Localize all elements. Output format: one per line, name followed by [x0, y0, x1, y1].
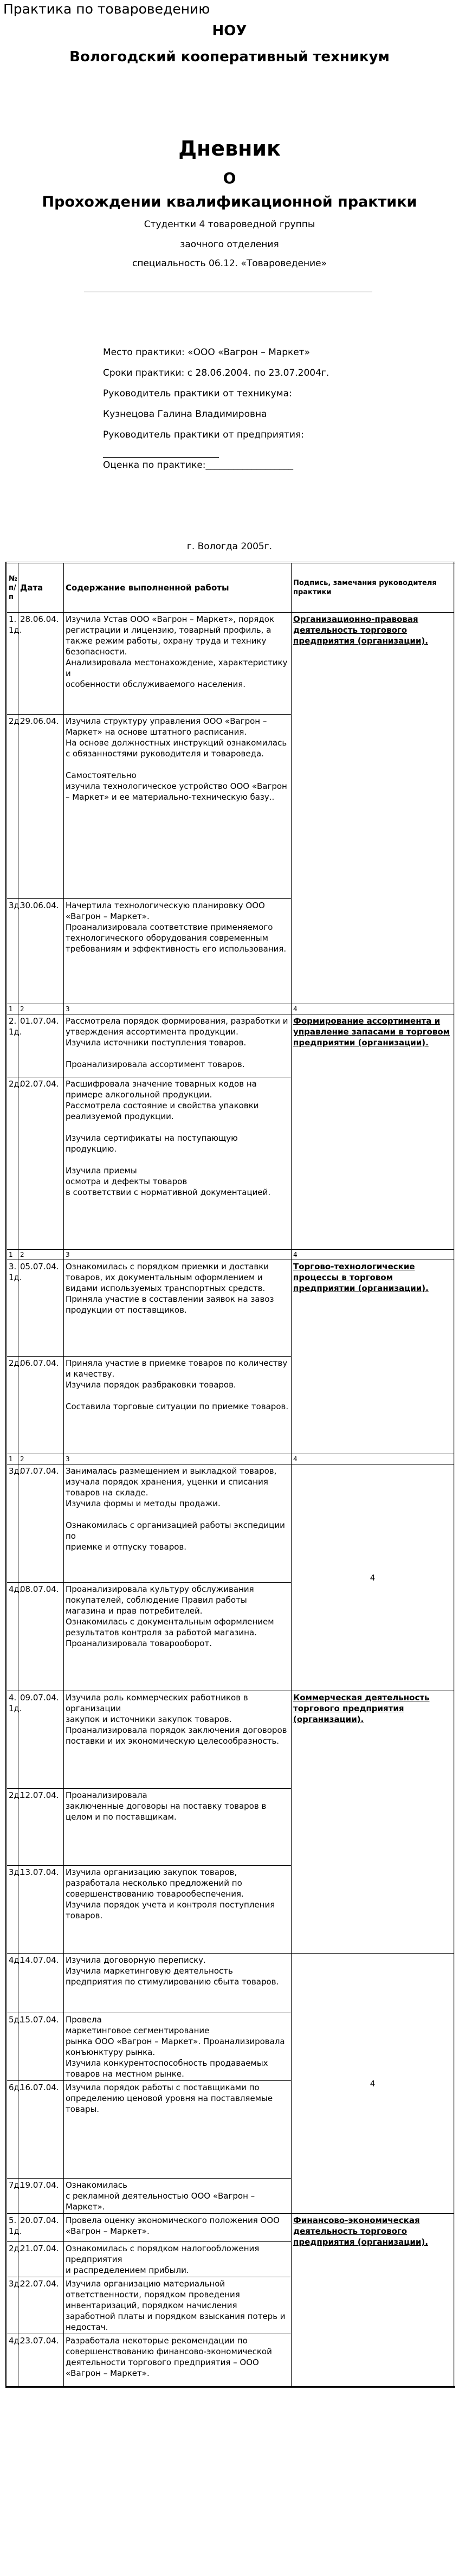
- row-date: 19.07.04.: [18, 2179, 64, 2214]
- diary-table-body: [7, 613, 455, 2387]
- row-work: Проанализировала культуру обслуживания покупателей, соблюдение Правил работы магазина и прав потребителей. Ознакомилась с документальным оформлением результатов контроля за работой магазина. Проанализировала товарооборот.: [64, 1583, 292, 1691]
- row-number: 5. 1д.: [7, 2214, 18, 2242]
- document-title: Практика по товароведению: [3, 1, 210, 17]
- row-number: 2д.: [7, 1789, 18, 1866]
- student-line: Студентки 4 товароведной группы: [144, 219, 315, 230]
- row-date: 23.07.04.: [18, 2334, 64, 2387]
- department-line: заочного отделения: [180, 239, 279, 250]
- row-number: 3д.: [7, 2277, 18, 2334]
- table-row: [7, 2214, 455, 2242]
- column-number: 2: [18, 1250, 64, 1260]
- row-number: 2д.: [7, 1357, 18, 1454]
- row-date: 05.07.04.: [18, 1260, 64, 1357]
- row-date: 14.07.04.: [18, 1954, 64, 2013]
- section-title: Коммерческая деятельность торгового предприятия (организации).: [292, 1691, 455, 1954]
- row-work: Ознакомилась с порядком приемки и доставки товаров, их документальным оформлением и видами используемых транспортных средств. Приняла участие в составлении заявок на завоз продукции от поставщиков.: [64, 1260, 292, 1357]
- row-number: 4д.: [7, 1954, 18, 2013]
- row-work: Изучила порядок работы с поставщиками по определению ценовой уровня на поставляемые товары.: [64, 2081, 292, 2179]
- table-row: [7, 1954, 455, 2013]
- row-number: 5д.: [7, 2013, 18, 2081]
- column-number-row: [7, 1004, 455, 1014]
- column-number-row: [7, 1454, 455, 1464]
- column-number-row: [7, 1250, 455, 1260]
- header-num: № п/п: [7, 563, 18, 613]
- row-number: 2. 1д.: [7, 1014, 18, 1077]
- header-date: Дата: [18, 563, 64, 613]
- row-date: 20.07.04.: [18, 2214, 64, 2242]
- tech-supervisor-label: Руководитель практики от техникума:: [103, 388, 292, 399]
- row-date: 30.06.04.: [18, 899, 64, 1004]
- row-work: Изучила Устав ООО «Вагрон – Маркет», порядок регистрации и лицензию, товарный профиль, а также режим работы, охрану труда и технику безопасности. Анализировала местонахождение, характеристику и особенности обслуживаемого населения.: [64, 613, 292, 715]
- row-work: Приняла участие в приемке товаров по количеству и качеству. Изучила порядок разбраковки товаров. Составила торговые ситуации по приемке товаров.: [64, 1357, 292, 1454]
- practice-grade: Оценка по практике:___________________: [103, 460, 294, 471]
- enterprise-supervisor-label: Руководитель практики от предприятия:: [103, 429, 305, 440]
- row-work: Рассмотрела порядок формирования, разработки и утверждения ассортимента продукции. Изучила источники поступления товаров. Проанализировала ассортимент товаров.: [64, 1014, 292, 1077]
- diary-table: [5, 562, 455, 2388]
- row-number: 4д.: [7, 2334, 18, 2387]
- row-number: 4д.: [7, 1583, 18, 1691]
- column-number: 4: [292, 1250, 455, 1260]
- column-number: 2: [18, 1004, 64, 1014]
- specialty-line: специальность 06.12. «Товароведение»: [132, 258, 327, 269]
- row-date: 07.07.04.: [18, 1464, 64, 1583]
- row-work: Ознакомилась с порядком налогообложения предприятия и распределением прибыли.: [64, 2242, 292, 2277]
- row-work: Изучила организацию материальной ответственности, порядком проведения инвентаризаций, порядком начисления заработной платы и порядком взыскания потерь и недостач.: [64, 2277, 292, 2334]
- row-date: 09.07.04.: [18, 1691, 64, 1789]
- supervisor-grade: 4: [292, 1464, 455, 1691]
- row-date: 02.07.04.: [18, 1077, 64, 1250]
- row-number: 2д.: [7, 2242, 18, 2277]
- row-date: 15.07.04.: [18, 2013, 64, 2081]
- column-number: 3: [64, 1250, 292, 1260]
- row-work: Изучила структуру управления ООО «Вагрон – Маркет» на основе штатного расписания. На основе должностных инструкций ознакомилась с обязанностями руководителя и товароведа. Самостоятельно изучила технологическое устройство ООО «Вагрон – Маркет» и ее материально-техническую базу..: [64, 715, 292, 899]
- column-number: 2: [18, 1454, 64, 1464]
- row-number: 2д.: [7, 1077, 18, 1250]
- row-work: Изучила роль коммерческих работников в организации закупок и источники закупок товаров. Проанализировала порядок заключения договоров поставки и их экономическую целесообразность.: [64, 1691, 292, 1789]
- diary-heading: Дневник: [178, 137, 281, 160]
- table-row: [7, 1014, 455, 1077]
- supervisor-signature-line: [103, 457, 219, 458]
- row-number: 4. 1д.: [7, 1691, 18, 1789]
- row-work: Начертила технологическую планировку ООО «Вагрон – Маркет». Проанализировала соответствие применяемого технологического оборудования современным требованиям и эффективность его использования.: [64, 899, 292, 1004]
- row-work: Изучила договорную переписку. Изучила маркетинговую деятельность предприятия по стимулированию сбыта товаров.: [64, 1954, 292, 2013]
- row-work: Провела оценку экономического положения ООО «Вагрон – Маркет».: [64, 2214, 292, 2242]
- row-date: 06.07.04.: [18, 1357, 64, 1454]
- org-line-2: Вологодский кооперативный техникум: [69, 49, 390, 65]
- practice-dates: Сроки практики: с 28.06.2004. по 23.07.2004г.: [103, 368, 329, 378]
- row-date: 21.07.04.: [18, 2242, 64, 2277]
- row-work: Занималась размещением и выкладкой товаров, изучала порядок хранения, уценки и списания товаров на складе. Изучила формы и методы продажи. Ознакомилась с организацией работы экспедиции по приемке и отпуску товаров.: [64, 1464, 292, 1583]
- table-row: [7, 1691, 455, 1789]
- tech-supervisor-name: Кузнецова Галина Владимировна: [103, 409, 267, 420]
- section-title: Организационно-правовая деятельность торгового предприятия (организации).: [292, 613, 455, 1004]
- section-title: Торгово-технологические процессы в торговом предприятии (организации).: [292, 1260, 455, 1454]
- header-sign: Подпись, замечания руководителя практики: [292, 563, 455, 613]
- row-number: 3. 1д.: [7, 1260, 18, 1357]
- row-date: 28.06.04.: [18, 613, 64, 715]
- section-title: Финансово-экономическая деятельность торгового предприятия (организации).: [292, 2214, 455, 2387]
- header-content: Содержание выполненной работы: [64, 563, 292, 613]
- practice-topic: Прохождении квалификационной практики: [42, 194, 417, 210]
- row-number: 2д.: [7, 715, 18, 899]
- row-number: 1. 1д.: [7, 613, 18, 715]
- row-number: 7д.: [7, 2179, 18, 2214]
- supervisor-grade: 4: [292, 1954, 455, 2214]
- row-date: 13.07.04.: [18, 1866, 64, 1954]
- row-date: 16.07.04.: [18, 2081, 64, 2179]
- practice-place: Место практики: «ООО «Вагрон – Маркет»: [103, 347, 311, 358]
- column-number: 4: [292, 1004, 455, 1014]
- row-date: 22.07.04.: [18, 2277, 64, 2334]
- about-word: О: [223, 169, 236, 187]
- row-work: Проанализировала заключенные договоры на поставку товаров в целом и по поставщикам.: [64, 1789, 292, 1866]
- table-row: [7, 1464, 455, 1583]
- row-number: 3д.: [7, 1866, 18, 1954]
- column-number: 3: [64, 1004, 292, 1014]
- row-work: Расшифровала значение товарных кодов на примере алкогольной продукции. Рассмотрела состояние и свойства упаковки реализуемой продукции. Изучила сертификаты на поступающую продукцию. Изучила приемы осмотра и дефекты товаров в соответствии с нормативной документацией.: [64, 1077, 292, 1250]
- section-title: Формирование ассортимента и управление запасами в торговом предприятии (организации).: [292, 1014, 455, 1250]
- row-number: 3д.: [7, 1464, 18, 1583]
- row-work: Ознакомилась с рекламной деятельностью ООО «Вагрон – Маркет».: [64, 2179, 292, 2214]
- column-number: 4: [292, 1454, 455, 1464]
- row-number: 6д.: [7, 2081, 18, 2179]
- row-date: 29.06.04.: [18, 715, 64, 899]
- column-number: 1: [7, 1454, 18, 1464]
- row-work: Провела маркетинговое сегментирование рынка ООО «Вагрон – Маркет». Проанализировала конъюнктуру рынка. Изучила конкурентоспособность продаваемых товаров на местном рынке.: [64, 2013, 292, 2081]
- row-work: Разработала некоторые рекомендации по совершенствованию финансово-экономической деятельности торгового предприятия – ООО «Вагрон – Маркет».: [64, 2334, 292, 2387]
- org-line-1: НОУ: [212, 23, 247, 39]
- column-number: 1: [7, 1004, 18, 1014]
- column-number: 3: [64, 1454, 292, 1464]
- row-date: 01.07.04.: [18, 1014, 64, 1077]
- row-work: Изучила организацию закупок товаров, разработала несколько предложений по совершенствованию товарообеспечения. Изучила порядок учета и контроля поступления товаров.: [64, 1866, 292, 1954]
- row-date: 12.07.04.: [18, 1789, 64, 1866]
- row-date: 08.07.04.: [18, 1583, 64, 1691]
- row-number: 3д.: [7, 899, 18, 1004]
- table-row: [7, 613, 455, 715]
- column-number: 1: [7, 1250, 18, 1260]
- city-year: г. Вологда 2005г.: [186, 541, 273, 552]
- table-row: [7, 1260, 455, 1357]
